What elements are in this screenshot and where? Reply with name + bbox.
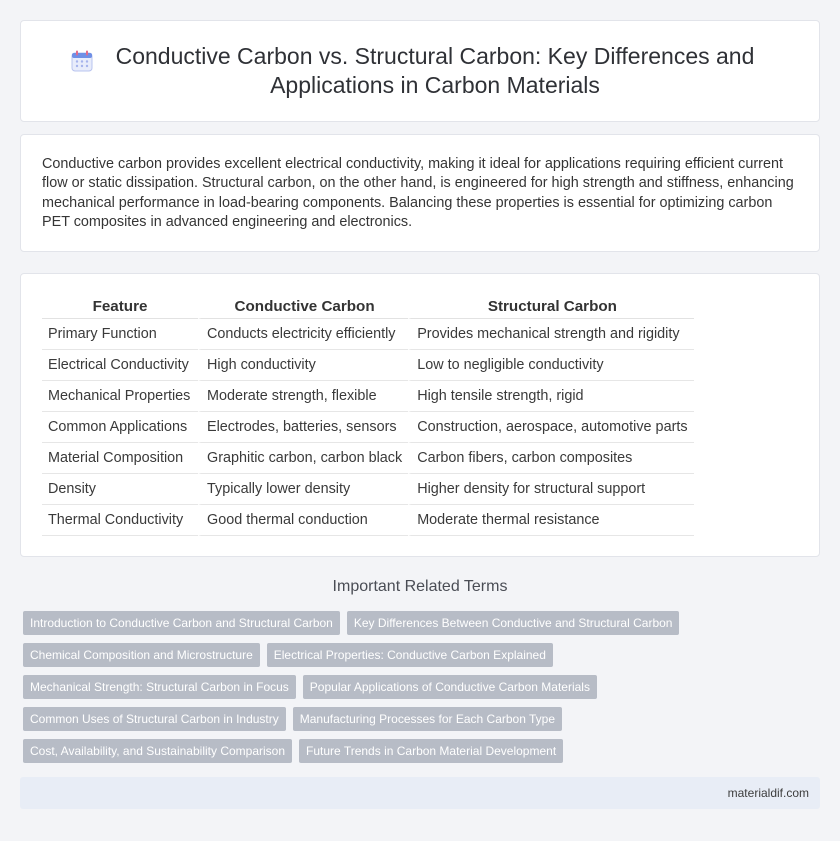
table-cell: Carbon fibers, carbon composites	[408, 443, 693, 474]
related-term-tag[interactable]: Cost, Availability, and Sustainability Comparison	[23, 739, 292, 763]
table-header-structural: Structural Carbon	[408, 295, 693, 319]
table-cell: Electrical Conductivity	[42, 350, 198, 381]
footer-site-link[interactable]: materialdif.com	[727, 786, 809, 800]
comparison-table	[42, 295, 694, 536]
table-cell: Higher density for structural support	[408, 474, 693, 505]
related-term-tag[interactable]: Popular Applications of Conductive Carbon Materials	[303, 675, 597, 699]
table-cell: Conducts electricity efficiently	[198, 319, 408, 350]
table-cell: Provides mechanical strength and rigidity	[408, 319, 693, 350]
table-cell: Electrodes, batteries, sensors	[198, 412, 408, 443]
table-cell: Low to negligible conductivity	[408, 350, 693, 381]
table-row	[42, 381, 694, 412]
table-cell: Primary Function	[42, 319, 198, 350]
related-term-tag[interactable]: Manufacturing Processes for Each Carbon Type	[293, 707, 562, 731]
related-term-tag[interactable]: Key Differences Between Conductive and Structural Carbon	[347, 611, 680, 635]
intro-paragraph: Conductive carbon provides excellent electrical conductivity, making it ideal for applications requiring efficient current flow or static dissipation. Structural carbon, on the other hand, is engineered for high strength and stiffness, enhancing mechanical performance in load-bearing components. Balancing these properties is essential for optimizing carbon PET composites in advanced engineering and electronics.	[42, 156, 794, 231]
table-row	[42, 505, 694, 536]
table-cell: High conductivity	[198, 350, 408, 381]
table-cell: Mechanical Properties	[42, 381, 198, 412]
table-cell: Construction, aerospace, automotive parts	[408, 412, 693, 443]
table-row	[42, 412, 694, 443]
table-row	[42, 474, 694, 505]
related-terms-title: Important Related Terms	[332, 578, 508, 595]
table-cell: Thermal Conductivity	[42, 505, 198, 536]
table-cell: Moderate strength, flexible	[198, 381, 408, 412]
table-header-conductive: Conductive Carbon	[198, 295, 408, 319]
table-cell: Material Composition	[42, 443, 198, 474]
table-cell: Moderate thermal resistance	[408, 505, 693, 536]
table-header-feature: Feature	[42, 295, 198, 319]
related-term-tag[interactable]: Electrical Properties: Conductive Carbon Explained	[267, 643, 553, 667]
related-term-tag[interactable]: Introduction to Conductive Carbon and Structural Carbon	[23, 611, 340, 635]
table-row	[42, 319, 694, 350]
table-cell: High tensile strength, rigid	[408, 381, 693, 412]
table-cell: Graphitic carbon, carbon black	[198, 443, 408, 474]
table-cell: Typically lower density	[198, 474, 408, 505]
table-header-row	[42, 295, 694, 319]
comparison-card	[20, 273, 820, 557]
table-cell: Common Applications	[42, 412, 198, 443]
intro-card	[20, 134, 820, 252]
related-term-tag[interactable]: Chemical Composition and Microstructure	[23, 643, 260, 667]
related-term-tag[interactable]: Common Uses of Structural Carbon in Industry	[23, 707, 286, 731]
table-row	[42, 443, 694, 474]
table-cell: Density	[42, 474, 198, 505]
related-terms-list	[23, 611, 803, 763]
table-row	[42, 350, 694, 381]
related-term-tag[interactable]: Mechanical Strength: Structural Carbon in Focus	[23, 675, 296, 699]
related-term-tag[interactable]: Future Trends in Carbon Material Development	[299, 739, 563, 763]
table-cell: Good thermal conduction	[198, 505, 408, 536]
footer-bar	[20, 777, 820, 809]
page-title: Conductive Carbon vs. Structural Carbon: Key Differences and Applications in Carbon Materials	[115, 43, 755, 98]
header-card	[20, 20, 820, 122]
